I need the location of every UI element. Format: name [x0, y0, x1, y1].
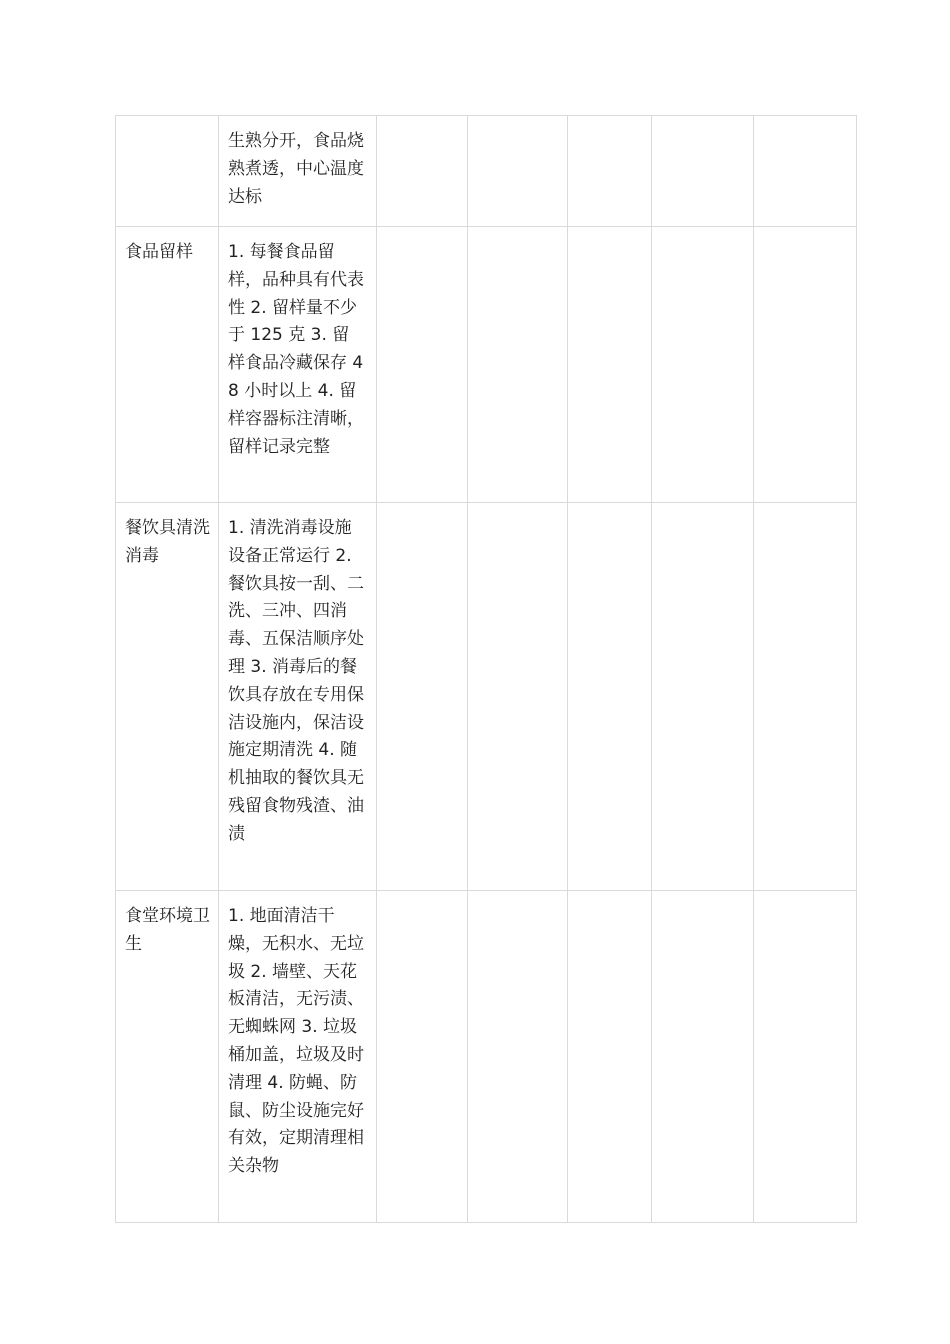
blank-cell — [754, 503, 857, 891]
table-row — [116, 116, 857, 227]
requirement-cell: 1. 地面清洁干燥，无积水、无垃圾 2. 墙壁、天花板清洁，无污渍、无蜘蛛网 3. 垃圾桶加盖，垃圾及时清理 4. 防蝇、防鼠、防尘设施完好有效，定期清理相关杂物 — [219, 891, 377, 1223]
blank-cell — [377, 891, 468, 1223]
blank-cell — [568, 227, 652, 503]
table-row — [116, 891, 857, 1223]
blank-cell — [568, 503, 652, 891]
blank-cell — [377, 116, 468, 227]
blank-cell — [652, 116, 754, 227]
blank-cell — [652, 891, 754, 1223]
table-row — [116, 503, 857, 891]
inspection-table — [115, 115, 857, 1223]
item-cell: 食堂环境卫生 — [116, 891, 219, 1223]
blank-cell — [652, 227, 754, 503]
requirement-cell: 1. 清洗消毒设施设备正常运行 2. 餐饮具按一刮、二洗、三冲、四消毒、五保洁顺序处理 3. 消毒后的餐饮具存放在专用保洁设施内，保洁设施定期清洗 4. 随机抽取的餐饮具无残留食物残渣、油渍 — [219, 503, 377, 891]
blank-cell — [568, 891, 652, 1223]
blank-cell — [754, 891, 857, 1223]
blank-cell — [468, 891, 568, 1223]
blank-cell — [568, 116, 652, 227]
blank-cell — [754, 227, 857, 503]
blank-cell — [754, 116, 857, 227]
blank-cell — [468, 503, 568, 891]
table-row — [116, 227, 857, 503]
blank-cell — [468, 227, 568, 503]
item-cell — [116, 116, 219, 227]
blank-cell — [377, 227, 468, 503]
item-cell: 食品留样 — [116, 227, 219, 503]
item-cell: 餐饮具清洗消毒 — [116, 503, 219, 891]
blank-cell — [652, 503, 754, 891]
requirement-cell: 生熟分开，食品烧熟煮透，中心温度达标 — [219, 116, 377, 227]
requirement-cell: 1. 每餐食品留样，品种具有代表性 2. 留样量不少于 125 克 3. 留样食品冷藏保存 48 小时以上 4. 留样容器标注清晰，留样记录完整 — [219, 227, 377, 503]
blank-cell — [377, 503, 468, 891]
blank-cell — [468, 116, 568, 227]
